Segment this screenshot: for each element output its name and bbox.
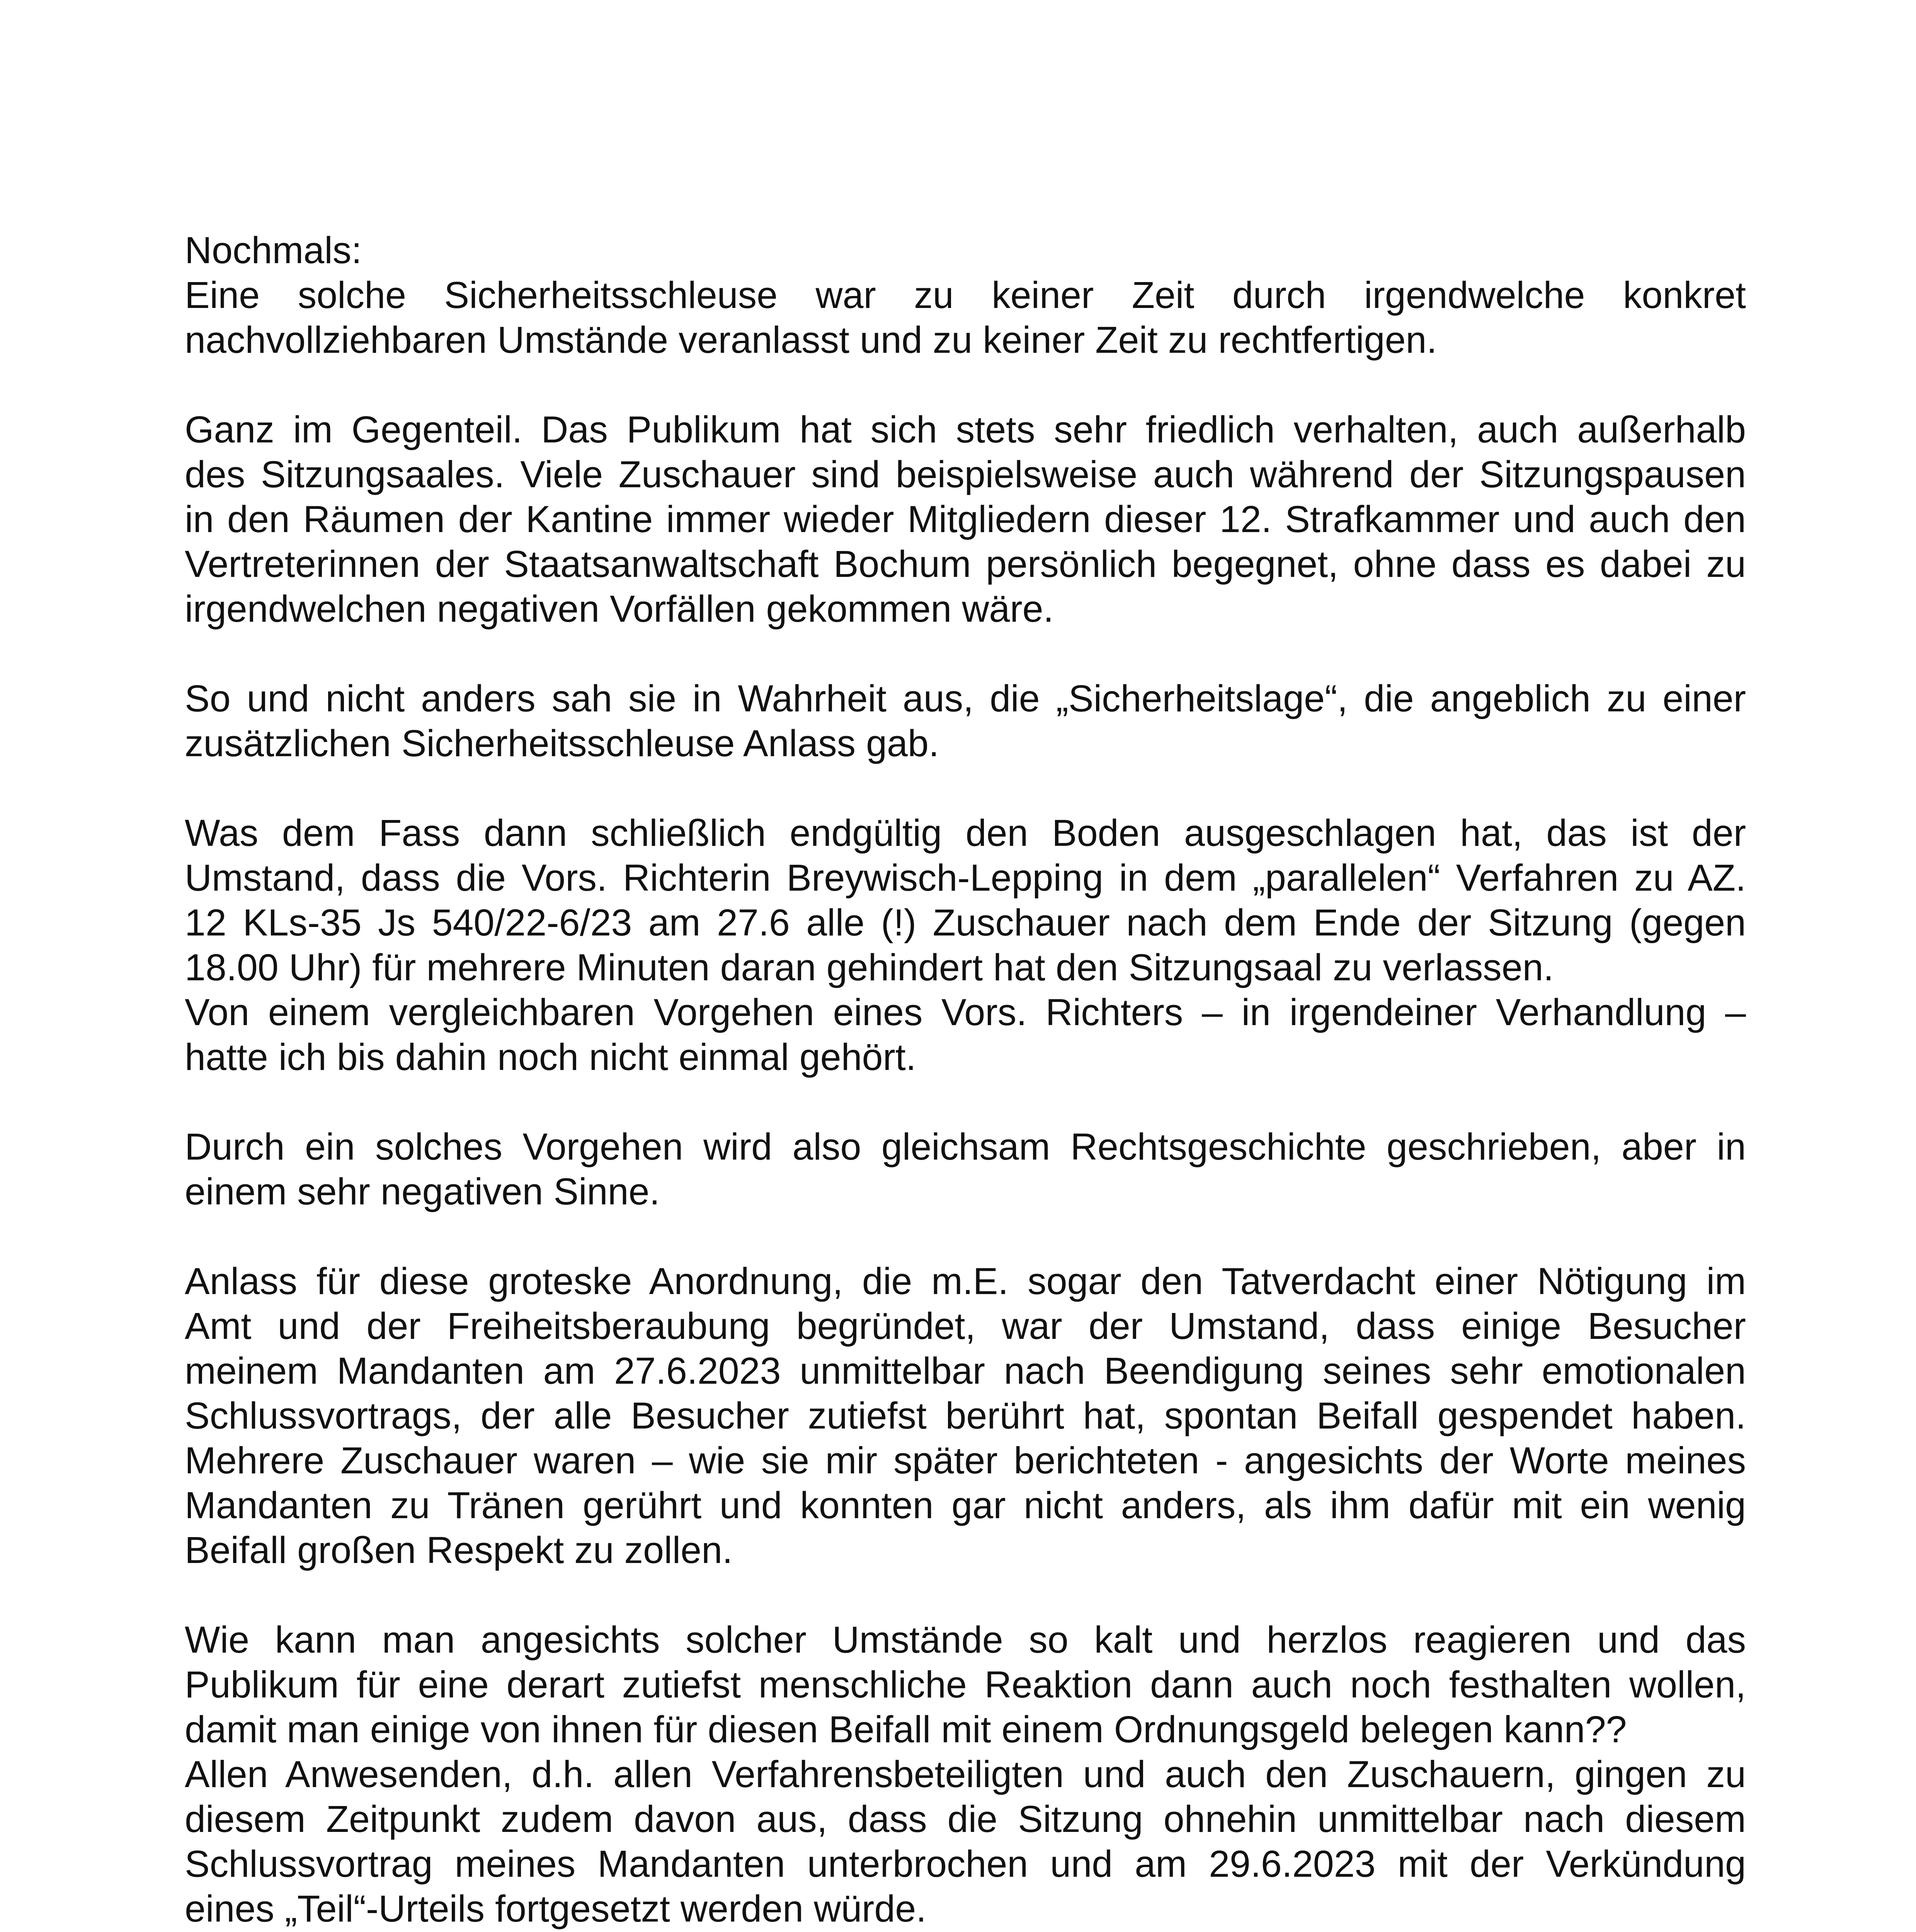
text-line: Nochmals: bbox=[185, 229, 362, 271]
text-line: eines „Teil“-Urteils fortgesetzt werden würde. bbox=[185, 1888, 927, 1930]
paragraph bbox=[185, 228, 1746, 362]
text-line: Umstand, dass die Vors. Richterin Breywisch-Lepping in dem „parallelen“ Verfahren zu AZ. bbox=[185, 857, 1746, 899]
paragraph bbox=[185, 811, 1746, 1080]
text-line: diesem Zeitpunkt zudem davon aus, dass die Sitzung ohnehin unmittelbar nach diesem bbox=[185, 1798, 1746, 1840]
text-line: irgendwelchen negativen Vorfällen gekommen wäre. bbox=[185, 588, 1054, 630]
paragraph bbox=[185, 676, 1746, 766]
text-line: in den Räumen der Kantine immer wieder Mitgliedern dieser 12. Strafkammer und auch den bbox=[185, 498, 1746, 540]
text-line: Mandanten zu Tränen gerührt und konnten gar nicht anders, als ihm dafür mit ein wenig bbox=[185, 1484, 1746, 1526]
paragraph bbox=[185, 1259, 1746, 1573]
text-line: nachvollziehbaren Umstände veranlasst und zu keiner Zeit zu rechtfertigen. bbox=[185, 319, 1437, 361]
text-line: Ganz im Gegenteil. Das Publikum hat sich stets sehr friedlich verhalten, auch außerhalb bbox=[185, 408, 1746, 451]
text-line: Von einem vergleichbaren Vorgehen eines Vors. Richters – in irgendeiner Verhandlung – bbox=[185, 991, 1746, 1033]
text-line: Durch ein solches Vorgehen wird also gleichsam Rechtsgeschichte geschrieben, aber in bbox=[185, 1126, 1746, 1168]
text-line: So und nicht anders sah sie in Wahrheit aus, die „Sicherheitslage“, die angeblich zu einer bbox=[185, 677, 1746, 719]
paragraph bbox=[185, 1617, 1746, 1931]
paragraph bbox=[185, 407, 1746, 631]
text-line: Vertreterinnen der Staatsanwaltschaft Bochum persönlich begegnet, ohne dass es dabei zu bbox=[185, 543, 1746, 585]
paragraph bbox=[185, 1124, 1746, 1214]
text-line: zusätzlichen Sicherheitsschleuse Anlass gab. bbox=[185, 722, 939, 764]
text-line: einem sehr negativen Sinne. bbox=[185, 1170, 660, 1213]
text-line: Amt und der Freiheitsberaubung begründet, war der Umstand, dass einige Besucher bbox=[185, 1305, 1746, 1347]
text-line: Allen Anwesenden, d.h. allen Verfahrensbeteiligten und auch den Zuschauern, gingen zu bbox=[185, 1753, 1746, 1795]
text-line: meinem Mandanten am 27.6.2023 unmittelbar nach Beendigung seines sehr emotionalen bbox=[185, 1350, 1746, 1392]
text-line: Eine solche Sicherheitsschleuse war zu keiner Zeit durch irgendwelche konkret bbox=[185, 274, 1746, 316]
text-line: Wie kann man angesichts solcher Umstände so kalt und herzlos reagieren und das bbox=[185, 1619, 1746, 1661]
document-body bbox=[185, 228, 1746, 1932]
text-line: damit man einige von ihnen für diesen Beifall mit einem Ordnungsgeld belegen kann?? bbox=[185, 1708, 1627, 1750]
text-line: Was dem Fass dann schließlich endgültig den Boden ausgeschlagen hat, das ist der bbox=[185, 812, 1746, 854]
text-line: Anlass für diese groteske Anordnung, die m.E. sogar den Tatverdacht einer Nötigung im bbox=[185, 1260, 1746, 1302]
text-line: des Sitzungsaales. Viele Zuschauer sind beispielsweise auch während der Sitzungspausen bbox=[185, 453, 1746, 495]
text-line: Schlussvortrag meines Mandanten unterbrochen und am 29.6.2023 mit der Verkündung bbox=[185, 1843, 1746, 1885]
text-line: Publikum für eine derart zutiefst menschliche Reaktion dann auch noch festhalten wollen, bbox=[185, 1663, 1746, 1706]
text-line: hatte ich bis dahin noch nicht einmal gehört. bbox=[185, 1036, 916, 1078]
text-line: Schlussvortrags, der alle Besucher zutiefst berührt hat, spontan Beifall gespendet haben. bbox=[185, 1395, 1746, 1437]
text-line: Mehrere Zuschauer waren – wie sie mir später berichteten - angesichts der Worte meines bbox=[185, 1439, 1746, 1481]
text-line: 18.00 Uhr) für mehrere Minuten daran gehindert hat den Sitzungsaal zu verlassen. bbox=[185, 946, 1554, 988]
text-line: 12 KLs-35 Js 540/22-6/23 am 27.6 alle (!) Zuschauer nach dem Ende der Sitzung (gegen bbox=[185, 901, 1746, 944]
text-line: Beifall großen Respekt zu zollen. bbox=[185, 1529, 733, 1571]
